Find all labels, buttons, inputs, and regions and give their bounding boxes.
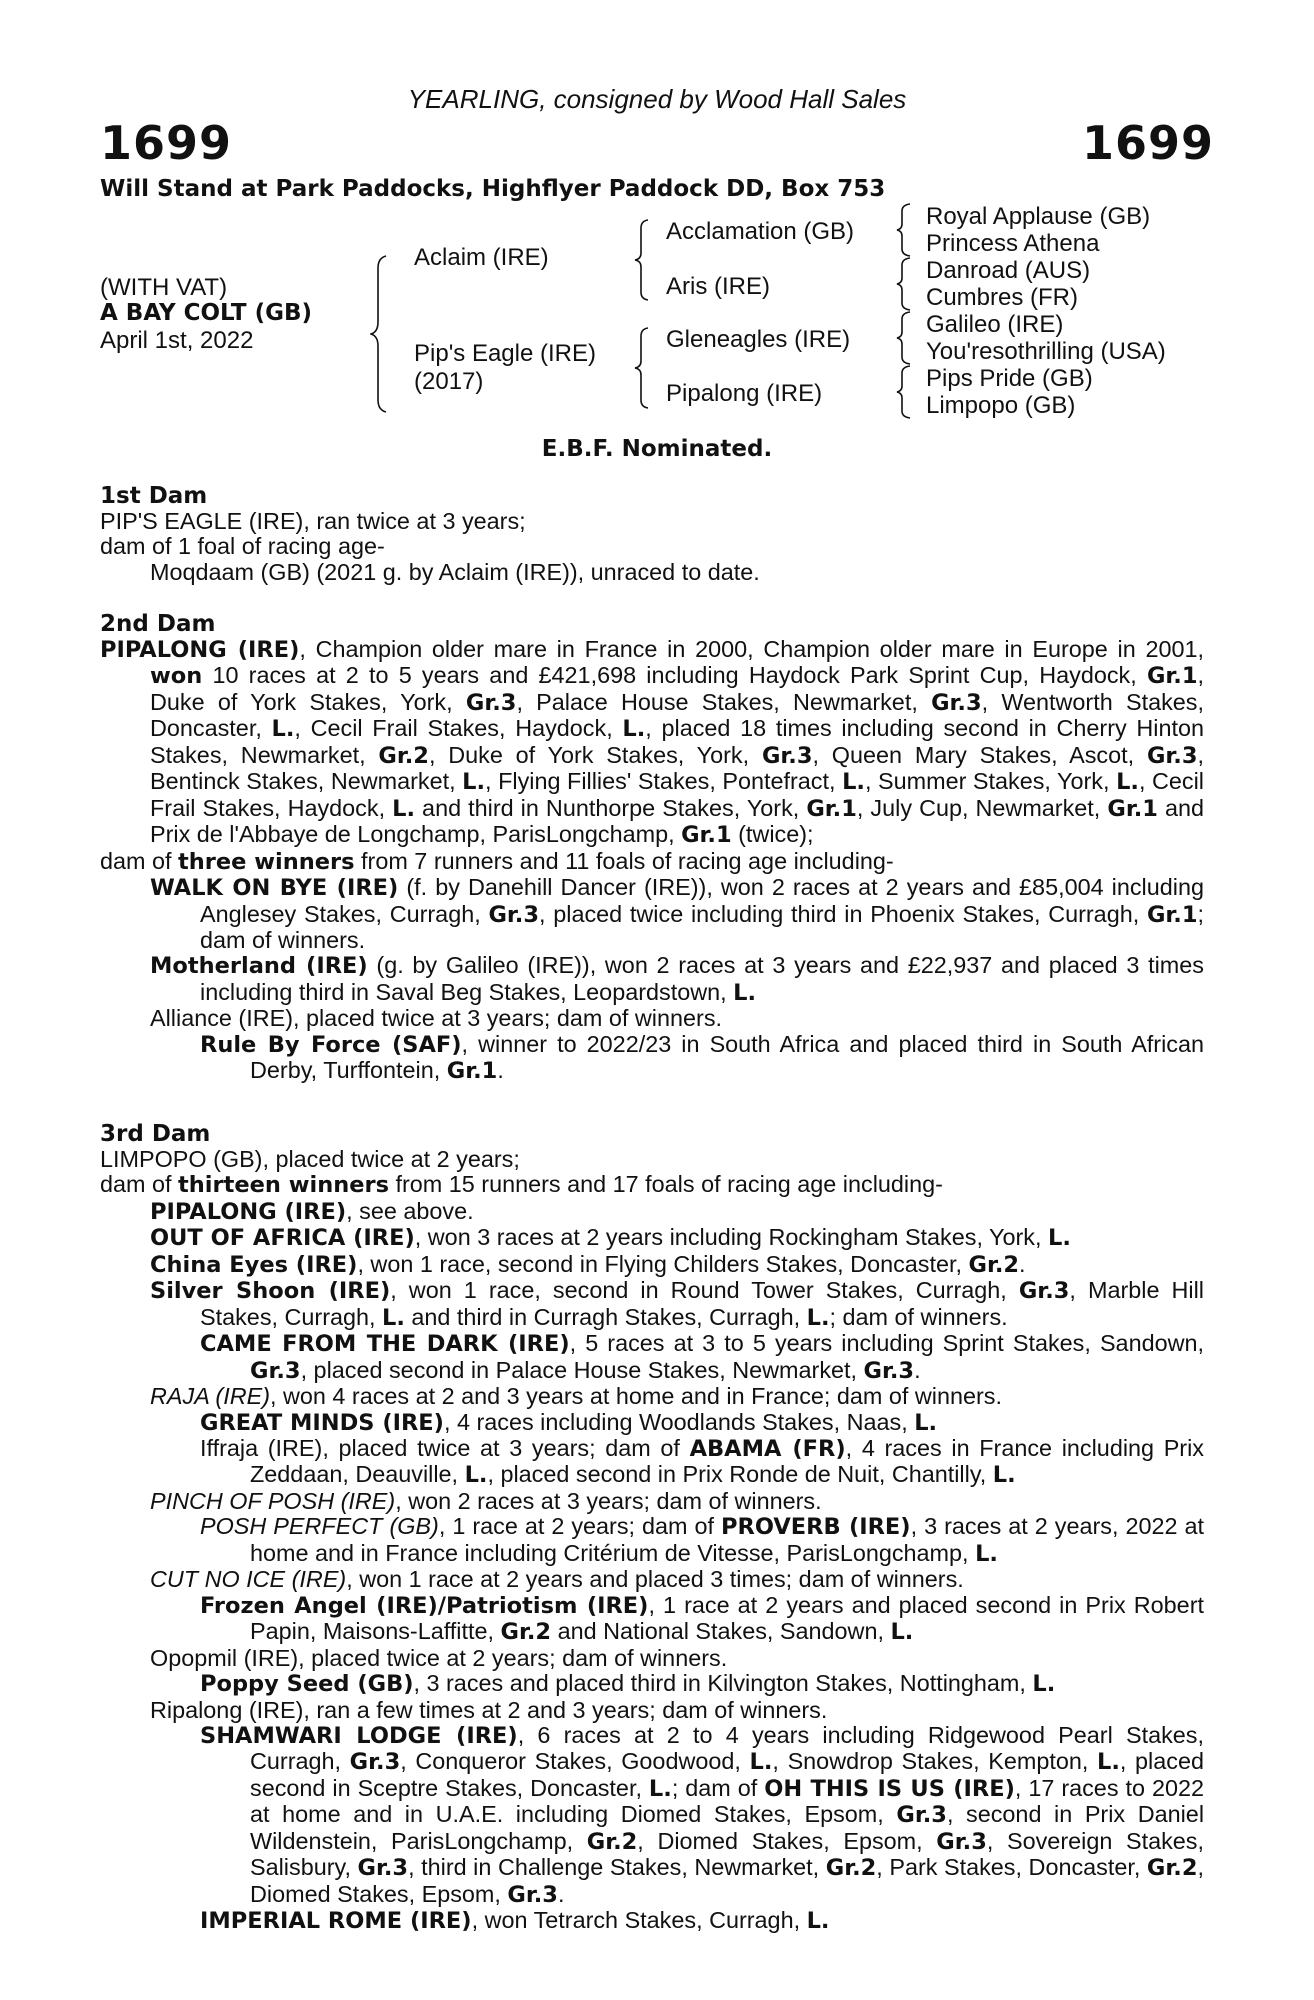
third-dam-heading: 3rd Dam (100, 1121, 211, 1147)
grandparent-1: Royal Applause (GB) (926, 203, 1151, 230)
motherland-entry: Motherland (IRE) (g. by Galileo (IRE)), won 2 races at 3 years and £22,937 and placed 3 times including third in Saval Beg Stakes, Leopardstown, L. (150, 952, 1205, 1006)
sire: Aclaim (IRE) (414, 244, 549, 271)
first-dam-line: Moqdaam (GB) (2021 g. by Aclaim (IRE)), unraced to date. (150, 558, 760, 585)
grandparent-6: You'resothrilling (USA) (926, 338, 1166, 365)
posh-perfect-entry: POSH PERFECT (GB), 1 race at 2 years; dam of PROVERB (IRE), 3 races at 2 years, 2022 at home and in France including Critérium de Vitesse, ParisLongchamp, L. (200, 1513, 1204, 1567)
dam: Pip's Eagle (IRE) (414, 340, 596, 367)
horse-name: PIPALONG (IRE) (100, 637, 300, 663)
subject-name: A BAY COLT (GB) (100, 300, 313, 326)
sire-dam: Aris (IRE) (666, 273, 770, 300)
pedigree-brace-main (370, 254, 392, 414)
first-dam-line: dam of 1 foal of racing age- (100, 533, 385, 560)
opopmil-entry: Opopmil (IRE), placed twice at 2 years; dam of winners. (150, 1644, 728, 1671)
first-dam-heading: 1st Dam (100, 483, 208, 509)
lot-number-left: 1699 (100, 116, 233, 170)
grandparent-3: Danroad (AUS) (926, 257, 1091, 284)
cut-no-ice-entry: CUT NO ICE (IRE), won 1 race at 2 years and placed 3 times; dam of winners. (150, 1566, 964, 1593)
ripalong-entry: Ripalong (IRE), ran a few times at 2 and 3 years; dam of winners. (150, 1696, 828, 1723)
first-dam-section (100, 484, 1204, 585)
rule-by-force-entry: Rule By Force (SAF), winner to 2022/23 in South Africa and placed third in South African Derby, Turffontein, Gr.1. (200, 1030, 1205, 1085)
dam-of-line: dam of thirteen winners from 15 runners and 17 foals of racing age including- (100, 1171, 943, 1199)
consignment-line: YEARLING, consigned by Wood Hall Sales (407, 84, 907, 114)
dam-year: (2017) (414, 368, 484, 395)
pedigree-brace-g3 (896, 310, 914, 366)
grandparent-4: Cumbres (FR) (926, 284, 1079, 311)
silver-shoon-entry: Silver Shoon (IRE), won 1 race, second in Round Tower Stakes, Curragh, Gr.3, Marble Hill Stakes, Curragh, L. and third in Curragh Stakes, Curragh, L.; dam of winners. (150, 1277, 1205, 1331)
pinch-of-posh-entry: PINCH OF POSH (IRE), won 2 races at 3 years; dam of winners. (150, 1487, 822, 1514)
foaling-date: April 1st, 2022 (100, 327, 254, 354)
alliance-entry: Alliance (IRE), placed twice at 3 years; dam of winners. (150, 1005, 723, 1032)
limpopo-line: LIMPOPO (GB), placed twice at 2 years; (100, 1146, 520, 1172)
great-minds-entry: GREAT MINDS (IRE), 4 races including Woodlands Stakes, Naas, L. (200, 1408, 938, 1436)
pedigree-brace-g2 (896, 256, 914, 312)
dam-dam: Pipalong (IRE) (666, 380, 823, 407)
grandparent-8: Limpopo (GB) (926, 392, 1076, 419)
first-dam-line: PIP'S EAGLE (IRE), ran twice at 3 years; (100, 508, 526, 534)
out-of-africa-entry: OUT OF AFRICA (IRE), won 3 races at 2 years including Rockingham Stakes, York, L. (150, 1224, 1071, 1252)
pedigree-brace-g1 (896, 202, 914, 258)
imperial-rome-entry: IMPERIAL ROME (IRE), won Tetrarch Stakes, Curragh, L. (200, 1907, 830, 1935)
grandparent-7: Pips Pride (GB) (926, 365, 1093, 392)
dam-of-line: dam of three winners from 7 runners and 11 foals of racing age including- (100, 847, 894, 875)
pedigree-brace-g4 (896, 364, 914, 420)
lot-number-right: 1699 (1081, 116, 1214, 170)
second-dam-section (100, 612, 1204, 1085)
raja-entry: RAJA (IRE), won 4 races at 2 and 3 years at home and in France; dam of winners. (150, 1383, 1002, 1410)
sire-sire: Acclamation (GB) (666, 218, 855, 245)
frozen-angel-entry: Frozen Angel (IRE)/Patriotism (IRE), 1 race at 2 years and placed second in Prix Robert Papin, Maisons-Laffitte, Gr.2 and National Stakes, Sandown, L. (200, 1591, 1204, 1646)
vat-note: (WITH VAT) (100, 274, 228, 301)
stand-location: Will Stand at Park Paddocks, Highflyer Paddock DD, Box 753 (100, 176, 886, 202)
poppy-seed-entry: Poppy Seed (GB), 3 races and placed third in Kilvington Stakes, Nottingham, L. (200, 1670, 1056, 1698)
pipalong-entry: PIPALONG (IRE), Champion older mare in France in 2000, Champion older mare in Europe in 2001, won 10 races at 2 to 5 years and £421,698 including Haydock Park Sprint Cup, Haydock, Gr.1, Duke of York Stakes, York, Gr.3, Palace House Stakes, Newmarket, Gr.3, Wentworth Stakes, Doncaster, L., Cecil Frail Stakes, Haydock, L., placed 18 times including second in Cherry Hinton Stakes, Newmarket, Gr.2, Duke of York Stakes, York, Gr.3, Queen Mary Stakes, Ascot, Gr.3, Bentinck Stakes, Newmarket, L., Flying Fillies' Stakes, Pontefract, L., Summer Stakes, York, L., Cecil Frail Stakes, Haydock, L. and third in Nunthorpe Stakes, York, Gr.1, July Cup, Newmarket, Gr.1 and Prix de l'Abbaye de Longchamp, ParisLongchamp, Gr.1 (twice); (100, 636, 1204, 849)
china-eyes-entry: China Eyes (IRE), won 1 race, second in Flying Childers Stakes, Doncaster, Gr.2. (150, 1250, 1026, 1278)
pedigree-brace-sire (634, 218, 652, 302)
grandparent-2: Princess Athena (926, 230, 1100, 257)
came-from-the-dark-entry: CAME FROM THE DARK (IRE), 5 races at 3 to 5 years including Sprint Stakes, Sandown, Gr.3, placed second in Palace House Stakes, Newmarket, Gr.3. (200, 1330, 1204, 1384)
pipalong-ref-entry: PIPALONG (IRE), see above. (150, 1197, 474, 1225)
iffraja-entry: Iffraja (IRE), placed twice at 3 years; dam of ABAMA (FR), 4 races in France including Prix Zeddaan, Deauville, L., placed second in Prix Ronde de Nuit, Chantilly, L. (200, 1434, 1204, 1489)
third-dam-section (100, 1122, 1204, 1935)
dam-sire: Gleneagles (IRE) (666, 326, 851, 353)
shamwari-lodge-entry: SHAMWARI LODGE (IRE), 6 races at 2 to 4 years including Ridgewood Pearl Stakes, Curragh, Gr.3, Conqueror Stakes, Goodwood, L., Snowdrop Stakes, Kempton, L., placed second in Sceptre Stakes, Doncaster, L.; dam of OH THIS IS US (IRE), 17 races to 2022 at home and in U.A.E. including Diomed Stakes, Epsom, Gr.3, second in Prix Daniel Wildenstein, ParisLongchamp, Gr.2, Diomed Stakes, Epsom, Gr.3, Sovereign Stakes, Salisbury, Gr.3, third in Challenge Stakes, Newmarket, Gr.2, Park Stakes, Doncaster, Gr.2, Diomed Stakes, Epsom, Gr.3. (200, 1721, 1205, 1908)
second-dam-heading: 2nd Dam (100, 611, 216, 637)
walk-on-bye-entry: WALK ON BYE (IRE) (f. by Danehill Dancer (IRE)), won 2 races at 2 years and £85,004 including Anglesey Stakes, Curragh, Gr.3, placed twice including third in Phoenix Stakes, Curragh, Gr.1; dam of winners. (150, 874, 1205, 953)
pedigree-brace-dam (634, 326, 652, 410)
grandparent-5: Galileo (IRE) (926, 311, 1064, 338)
ebf-note: E.B.F. Nominated. (541, 436, 773, 462)
